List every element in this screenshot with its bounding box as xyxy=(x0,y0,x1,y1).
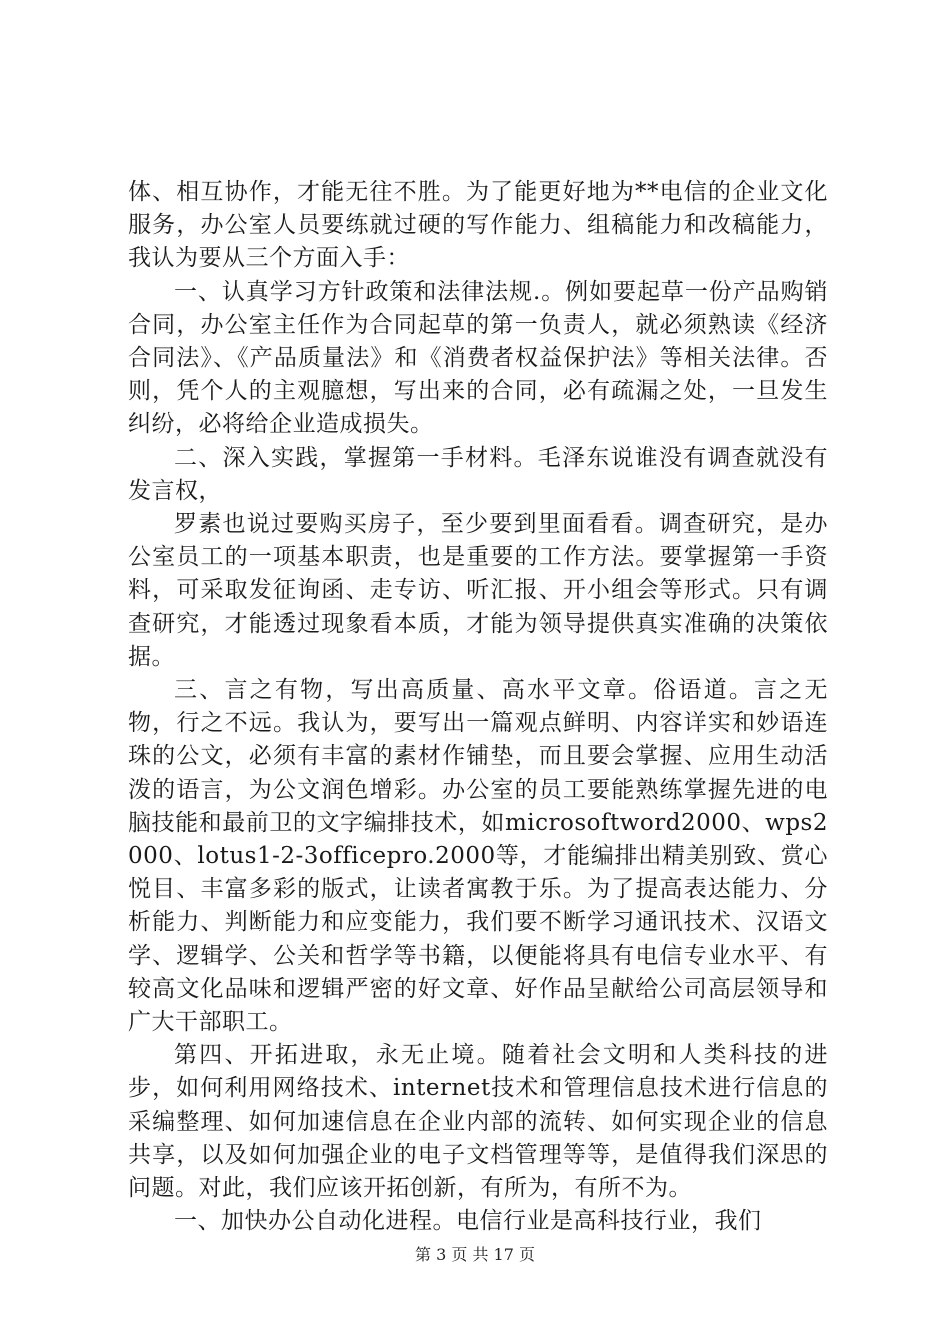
paragraph-subsection-1: 一、加快办公自动化进程。电信行业是高科技行业，我们 xyxy=(174,1208,762,1235)
document-body xyxy=(128,176,828,1239)
paragraph-section-1: 一、认真学习方针政策和法律法规.。例如要起草一份产品购销合同，办公室主任作为合同起草的第一负责人，就必须熟读《经济合同法》、《产品质量法》和《消费者权益保护法》等相关法律。否则，凭个人的主观臆想，写出来的合同，必有疏漏之处，一旦发生纠纷，必将给企业造成损失。 xyxy=(128,278,828,438)
paragraph-section-4: 第四、开拓进取，永无止境。随着社会文明和人类科技的进步，如何利用网络技术、internet技术和管理信息技术进行信息的采编整理、如何加速信息在企业内部的流转、如何实现企业的信息共享，以及如何加强企业的电子文档管理等等，是值得我们深思的问题。对此，我们应该开拓创新，有所为，有所不为。 xyxy=(128,1042,828,1202)
paragraph-section-2-continued: 罗素也说过要购买房子，至少要到里面看看。调查研究，是办公室员工的一项基本职责，也是重要的工作方法。要掌握第一手资料，可采取发征询函、走专访、听汇报、开小组会等形式。只有调查研究，才能透过现象看本质，才能为领导提供真实准确的决策依据。 xyxy=(128,511,828,670)
paragraph-section-2: 二、深入实践，掌握第一手材料。毛泽东说谁没有调查就没有发言权， xyxy=(128,444,828,504)
paragraph-section-3: 三、言之有物，写出高质量、高水平文章。俗语道。言之无物，行之不远。我认为，要写出一篇观点鲜明、内容详实和妙语连珠的公文，必须有丰富的素材作铺垫，而且要会掌握、应用生动活泼的语言，为公文润色增彩。办公室的员工要能熟练掌握先进的电脑技能和最前卫的文字编排技术，如microsoftword2000、wps2000、lotus1-2-3officepro.2000等，才能编排出精美别致、赏心悦目、丰富多彩的版式，让读者寓教于乐。为了提高表达能力、分析能力、判断能力和应变能力，我们要不断学习通讯技术、汉语文学、逻辑学、公关和哲学等书籍，以便能将具有电信专业水平、有较高文化品味和逻辑严密的好文章、好作品呈献给公司高层领导和广大干部职工。 xyxy=(128,677,828,1036)
page-footer xyxy=(0,1242,950,1265)
paragraph-continuation: 体、相互协作，才能无往不胜。为了能更好地为**电信的企业文化服务，办公室人员要练就过硬的写作能力、组稿能力和改稿能力，我认为要从三个方面入手： xyxy=(128,179,828,272)
page-number-label: 第 3 页 共 17 页 xyxy=(415,1245,535,1264)
